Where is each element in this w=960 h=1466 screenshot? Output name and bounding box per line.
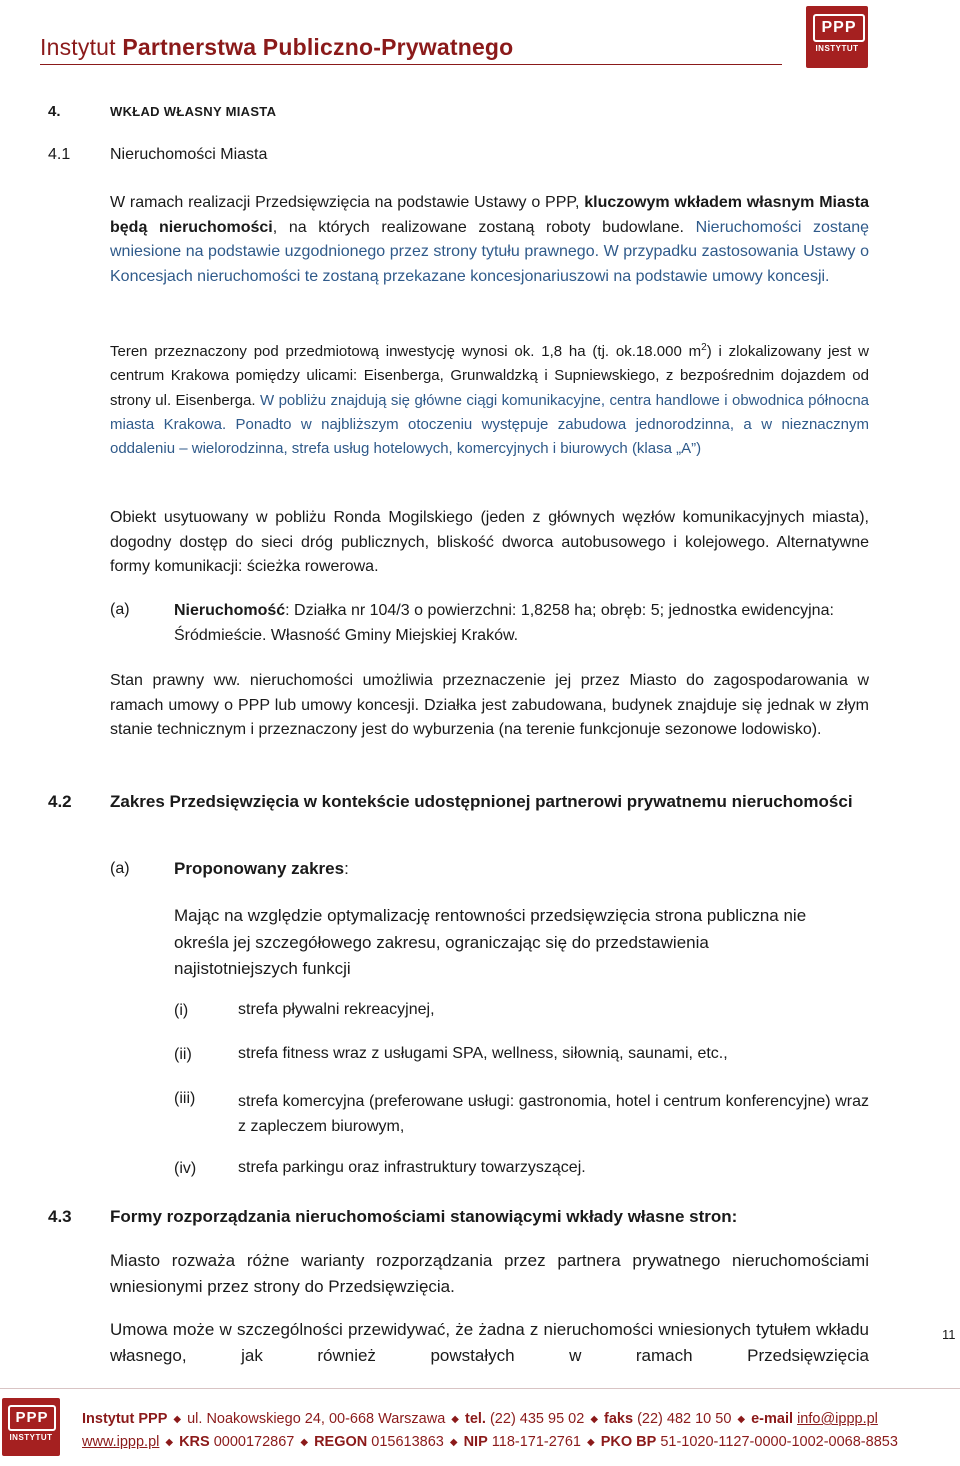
footer-registry-line: [82, 1434, 898, 1450]
diamond-icon: ◆: [173, 1414, 182, 1425]
diamond-icon: ◆: [300, 1437, 309, 1448]
p2-text-b: ) i zlokalizowany jest w centrum Krakowa pomiędzy ulicami: Eisenberga, Grunwaldzką i Supniewskiego, z bezpośrednim dojazdem od strony ul. Eisenberga.: [110, 343, 870, 409]
paragraph-obiekt: [110, 506, 869, 580]
diamond-icon: ◆: [590, 1414, 599, 1425]
section-4-2-title: Zakres Przedsięwzięcia w kontekście udostępnionej partnerowi prywatnemu nieruchomości: [110, 792, 853, 811]
header-divider: [40, 64, 782, 65]
diamond-icon: ◆: [451, 1414, 459, 1425]
p4-text: Stan prawny ww. nieruchomości umożliwia przeznaczenie jej przez Miasto do zagospodarowania w ramach umowy o PPP lub umowy koncesji. Działka jest zabudowana, budynek znajduje się jednak w złym stanie technicznym i przeznaczony jest do wyburzenia (na terenie funkcjonuje sezonowe lodowisko).: [110, 672, 869, 738]
diamond-icon: ◆: [587, 1437, 595, 1448]
p2-blue: W pobliżu znajdują się główne ciągi komunikacyjne, centra handlowe i obwodnica północna miasta Krakowa. Ponadto w najbliższym otoczeniu występuje zabudowa jednorodzinna, a w nieznacznym oddaleniu – wielorodzinna, strefa usług hotelowych, komercyjnych i biurowych (klasa „A”): [110, 391, 869, 458]
header-title: [40, 34, 513, 61]
paragraph-stan-prawny: [110, 669, 869, 743]
section-4-3-number: 4.3: [48, 1207, 72, 1226]
p7-text: Umowa może w szczególności przewidywać, że żadna z nieruchomości wniesionych tytułem wkładu własnego, jak również powstałych w ramach Przedsięwzięcia: [110, 1320, 869, 1365]
list-item-text: strefa pływalni rekreacyjnej,: [238, 1001, 435, 1018]
p1-text-a: W ramach realizacji Przedsięwzięcia na podstawie Ustawy o PPP,: [110, 194, 585, 211]
section-4-2-number: 4.2: [48, 792, 72, 811]
diamond-icon: ◆: [737, 1414, 746, 1425]
p2-sup: 2: [701, 342, 707, 353]
footer-tel: (22) 435 95 02: [485, 1411, 585, 1427]
paragraph-umowa: [110, 1317, 869, 1369]
footer-fax: (22) 482 10 50: [633, 1411, 732, 1427]
footer-org: Instytut PPP: [82, 1411, 168, 1427]
footer-email-link[interactable]: info@ippp.pl: [797, 1411, 878, 1427]
list-item-text: strefa parkingu oraz infrastruktury towarzyszącej.: [238, 1159, 586, 1176]
section-4-number: 4.: [48, 103, 61, 120]
footer-tel-label: tel.: [465, 1411, 486, 1427]
page-number: 11: [942, 1327, 956, 1342]
item-a-label: (a): [110, 601, 130, 618]
list-item-text: strefa komercyjna (preferowane usługi: gastronomia, hotel i centrum konferencyjne) wraz z zapleczem biurowym,: [238, 1093, 869, 1135]
p1-text-b: , na których realizowane zostaną roboty budowlane.: [272, 218, 696, 236]
paragraph-teren: [110, 336, 869, 461]
paragraph-wklad: [110, 191, 869, 289]
item-a2-label: (a): [110, 860, 130, 877]
footer-regon-label: REGON: [314, 1434, 368, 1450]
diamond-icon: ◆: [449, 1437, 458, 1448]
section-4-title: WKŁAD WŁASNY MIASTA: [110, 104, 277, 119]
section-4-3-title: Formy rozporządzania nieruchomościami stanowiącymi wkłady własne stron:: [110, 1207, 738, 1226]
header-title-bold: Partnerstwa Publiczno-Prywatnego: [122, 34, 514, 60]
footer-address: ul. Noakowskiego 24, 00-668 Warszawa: [187, 1411, 446, 1427]
item-a-rest: : Działka nr 104/3 o powierzchni: 1,8258 ha; obręb: 5; jednostka ewidencyjna: Śródmieście. Własność Gminy Miejskiej Kraków.: [174, 602, 834, 644]
p5-text: Mając na względzie optymalizację rentowności przedsięwzięcia strona publiczna nie określa jej szczegółowego zakresu, ograniczając się do przedstawienia najistotniejszych funkcji: [174, 906, 807, 978]
item-a-text: [174, 599, 869, 648]
list-item-label: (iv): [174, 1160, 197, 1177]
p3-text: Obiekt usytuowany w pobliżu Ronda Mogilskiego (jeden z głównych węzłów komunikacyjnych miasta), dogodny dostęp do sieci dróg publicznych, bliskość dworca autobusowego i kolejowego. Alternatywne formy komunikacji: ścieżka rowerowa.: [110, 509, 869, 575]
footer-bank: 51-1020-1127-0000-1002-0068-8853: [656, 1434, 898, 1450]
footer-logo-subtext: INSTYTUT: [9, 1433, 53, 1442]
footer-logo: [2, 1398, 60, 1456]
item-a2-bold: Proponowany zakres: [174, 859, 345, 878]
paragraph-miasto: [110, 1248, 869, 1300]
footer-email-label: e-mail: [751, 1411, 794, 1427]
header-title-prefix: Instytut: [40, 34, 123, 60]
footer-fax-label: faks: [604, 1411, 634, 1427]
logo-subtext: INSTYTUT: [815, 44, 859, 53]
p2-text-a: Teren przeznaczony pod przedmiotową inwestycję wynosi ok. 1,8 ha (tj. ok.18.000 m: [110, 343, 702, 360]
list-item-label: (i): [174, 1002, 189, 1019]
footer-krs-label: KRS: [179, 1434, 210, 1450]
footer-bank-label: PKO BP: [600, 1434, 657, 1450]
section-4-1-title: Nieruchomości Miasta: [110, 146, 268, 163]
footer-regon: 015613863: [367, 1434, 444, 1450]
list-item-label: (iii): [174, 1090, 196, 1107]
footer-logo-text: PPP: [8, 1405, 56, 1431]
logo-text: PPP: [813, 14, 865, 42]
p6-text: Miasto rozważa różne warianty rozporządzania przez partnera prywatnego nieruchomościami wniesionymi przez strony do Przedsięwzięcia.: [110, 1251, 869, 1296]
footer-nip-label: NIP: [463, 1434, 488, 1450]
p1-bold: kluczowym wkładem własnym Miasta będą nieruchomości: [110, 194, 869, 236]
item-a2-colon: :: [344, 859, 349, 878]
footer-contact-line: [82, 1411, 878, 1427]
footer-nip: 118-171-2761: [487, 1434, 581, 1450]
list-item-label: (ii): [174, 1046, 192, 1063]
footer-krs: 0000172867: [209, 1434, 295, 1450]
paragraph-zakres: [174, 903, 834, 983]
item-a2-text: [174, 859, 349, 879]
p1-blue: Nieruchomości zostanę wniesione na podstawie uzgodnionego przez strony tytułu prawnego. W przypadku zastosowania Ustawy o Koncesjach nieruchomości te zostaną przekazane koncesjonariuszowi na podstawie umowy koncesji.: [110, 218, 870, 285]
footer-website-link[interactable]: www.ippp.pl: [82, 1434, 160, 1450]
footer-divider: [0, 1388, 960, 1389]
ppp-logo: [806, 6, 868, 68]
section-4-1-number: 4.1: [48, 146, 71, 163]
diamond-icon: ◆: [165, 1437, 174, 1448]
item-a-bold: Nieruchomość: [174, 602, 286, 619]
list-item-text: strefa fitness wraz z usługami SPA, wellness, siłownią, saunami, etc.,: [238, 1045, 728, 1062]
